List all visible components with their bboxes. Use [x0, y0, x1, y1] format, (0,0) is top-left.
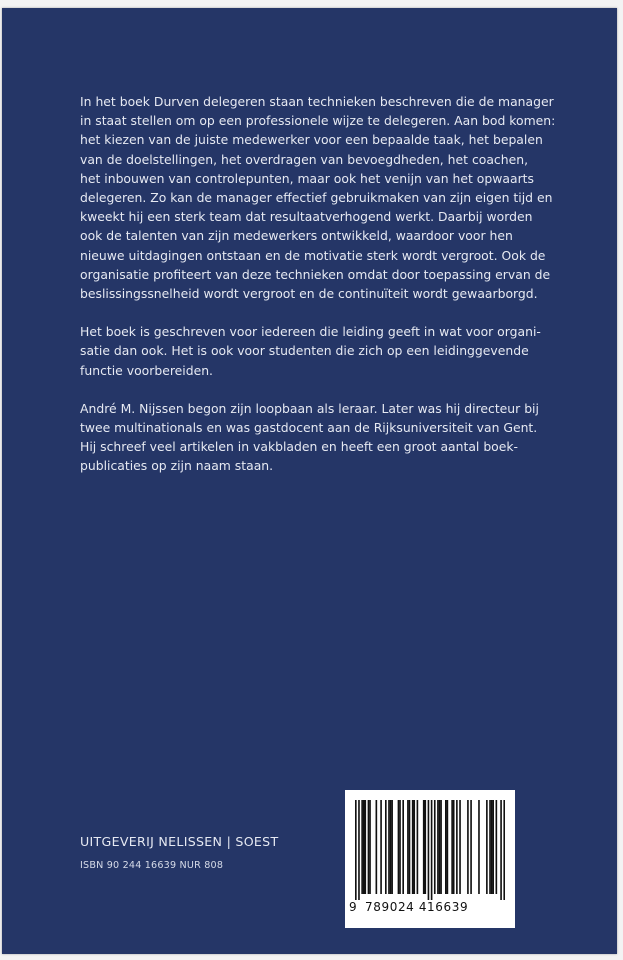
text-line: In het boek Durven delegeren staan technieken beschreven die de manager — [80, 94, 554, 109]
barcode-bar — [437, 800, 439, 894]
barcode-bar — [467, 800, 469, 894]
text-line: organisatie profiteert van deze technieken omdat door toepassing ervan de — [80, 266, 551, 282]
barcode-bar — [489, 800, 491, 894]
barcode-bar — [369, 800, 371, 894]
barcode-icon — [355, 800, 505, 900]
barcode-bar — [431, 800, 433, 900]
barcode-bar — [385, 800, 387, 894]
barcode-bar — [364, 800, 366, 894]
back-cover — [2, 8, 617, 954]
barcode-bar — [503, 800, 505, 900]
barcode-bar — [402, 800, 404, 894]
author-bio-paragraph — [80, 399, 560, 476]
barcode-bar — [363, 800, 365, 894]
isbn-nur-line: ISBN 90 244 16639 NUR 808 — [80, 860, 224, 871]
barcode-bar — [399, 800, 401, 894]
text-line: André M. Nijssen begon zijn loopbaan als leraar. Later was hij directeur bij — [80, 400, 539, 416]
text-line: kweekt hij een sterk team dat resultaatverhogend werkt. Daarbij worden — [80, 209, 533, 225]
text-line: nieuwe uitdagingen ontstaan en de motivatie sterk wordt vergroot. Ook de — [80, 247, 546, 263]
publisher-name: UITGEVERIJ NELISSEN | SOEST — [80, 834, 279, 849]
barcode-bar — [391, 800, 393, 894]
barcode-bar — [470, 800, 472, 894]
blurb-paragraph-2 — [80, 322, 560, 380]
barcode-bar — [361, 800, 363, 894]
barcode-digits: 789024 416639 — [365, 900, 469, 914]
barcode-bar — [445, 800, 447, 894]
text-line: ook de talenten van zijn medewerkers ontwikkeld, waardoor voor hen — [80, 228, 513, 244]
barcode-bar — [440, 800, 442, 894]
barcode-bar — [496, 800, 498, 894]
barcode-bar — [412, 800, 414, 894]
text-line: van de doelstellingen, het overdragen van bevoegdheden, het coachen, — [80, 151, 529, 167]
barcode-bar — [439, 800, 441, 894]
barcode-bar — [453, 800, 455, 894]
blurb-paragraph-1 — [80, 92, 560, 303]
barcode-bar — [390, 800, 392, 894]
text-line: satie dan ook. Het is ook voor studenten die zich op een leidinggevende — [80, 343, 529, 359]
text-line: delegeren. Zo kan de manager effectief gebruikmaken van zijn eigen tijd en — [80, 190, 553, 206]
barcode-bar — [358, 800, 360, 900]
barcode-bar — [434, 800, 436, 894]
barcode-bar — [376, 800, 378, 894]
text-line: functie voorbereiden. — [80, 362, 213, 378]
barcode-bar — [368, 800, 370, 894]
barcode-bar — [380, 800, 382, 894]
text-line: in staat stellen om op een professionele wijze te delegeren. Aan bod komen: — [80, 113, 556, 129]
barcode-bar — [355, 800, 357, 900]
text-line: beslissingssnelheid wordt vergroot en de continuïteit wordt gewaarborgd. — [80, 286, 538, 302]
text-line: publicaties op zijn naam staan. — [80, 458, 274, 474]
blurb-text — [80, 92, 560, 495]
text-line: het inbouwen van controlepunten, maar ook het venijn van het opwaarts — [80, 170, 534, 186]
barcode-box — [345, 790, 515, 928]
barcode-bar — [388, 800, 390, 894]
barcode-bar — [407, 800, 409, 894]
text-line: Hij schreef veel artikelen in vakbladen en heeft een groot aantal boek- — [80, 439, 519, 455]
barcode-bar — [424, 800, 426, 894]
text-line: het kiezen van de juiste medewerker voor een bepaalde taak, het bepalen — [80, 132, 543, 148]
barcode-bar — [492, 800, 494, 894]
barcode-bar — [459, 800, 461, 894]
barcode-bar — [413, 800, 415, 894]
barcode-bar — [451, 800, 453, 894]
text-line: twee multinationals en was gastdocent aan de Rijksuniversiteit van Gent. — [80, 420, 538, 436]
barcode-bar — [447, 800, 449, 894]
text-line: Het boek is geschreven voor iedereen die leiding geeft in wat voor organi- — [80, 324, 541, 340]
barcode-bar — [409, 800, 411, 894]
barcode-bar — [428, 800, 430, 900]
barcode-bar — [398, 800, 400, 894]
barcode-bar — [478, 800, 480, 894]
barcode-bar — [486, 800, 488, 894]
barcode-bar — [500, 800, 502, 900]
barcode-bar — [456, 800, 458, 894]
barcode-first-digit: 9 — [349, 900, 357, 914]
barcode-bar — [491, 800, 493, 894]
barcode-bar — [417, 800, 419, 894]
barcode-bar — [423, 800, 425, 894]
